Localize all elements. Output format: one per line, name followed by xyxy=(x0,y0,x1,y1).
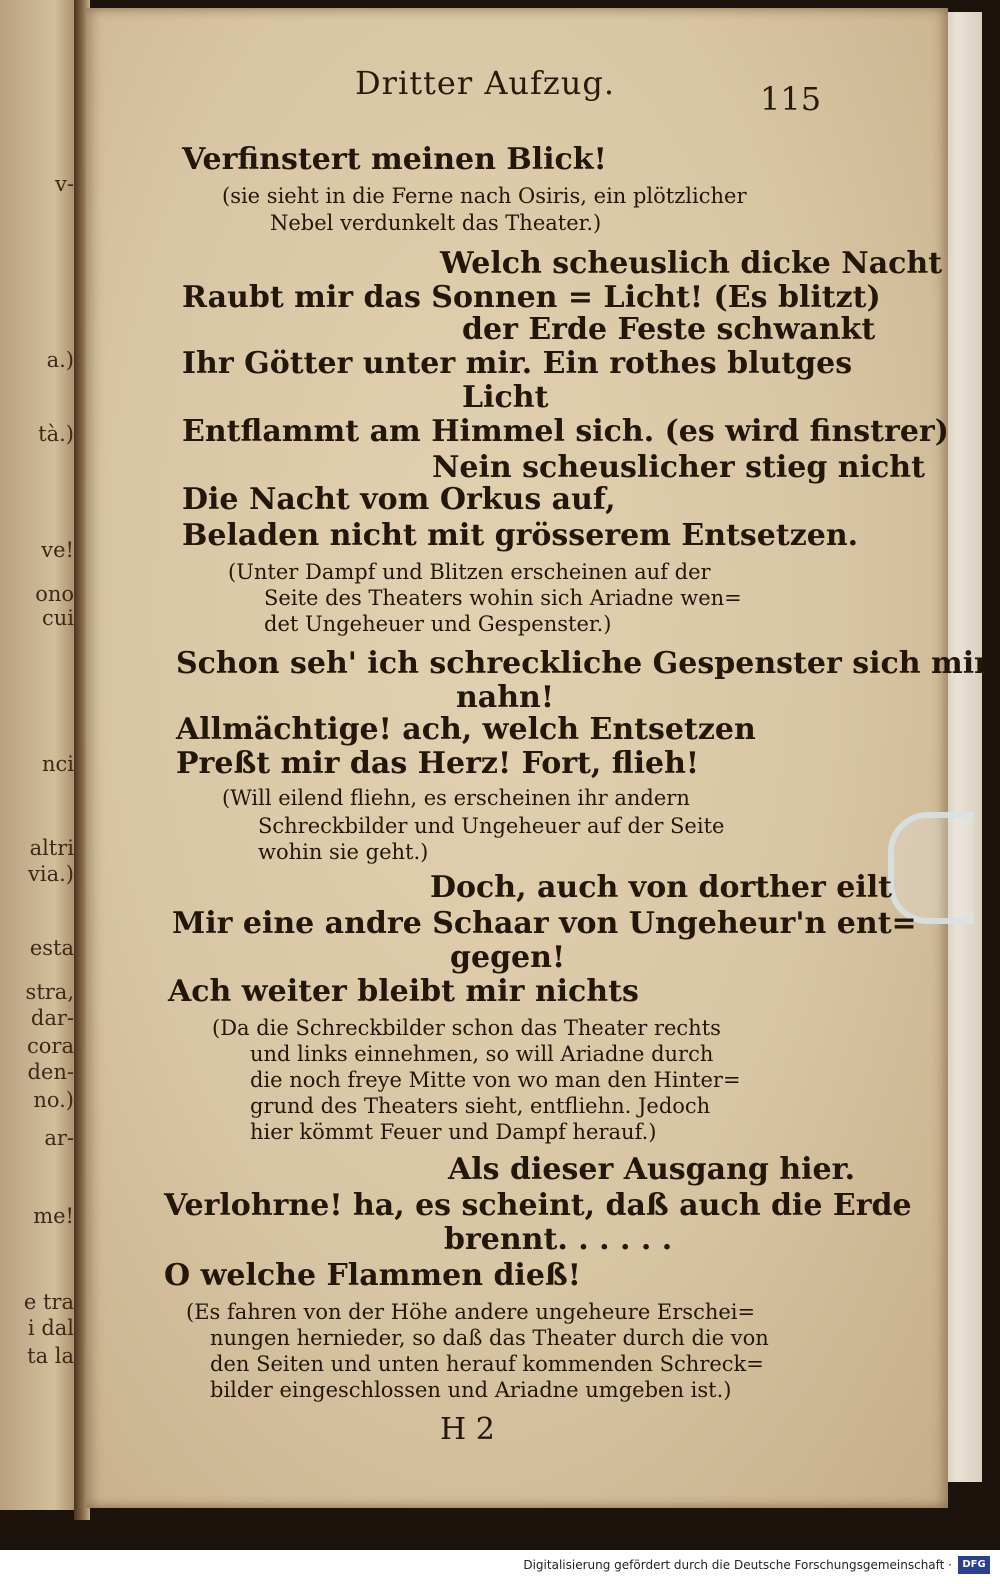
stage-direction-line: (Es fahren von der Höhe andere ungeheure Erschei= xyxy=(186,1300,756,1324)
verse-line: brennt. . . . . . xyxy=(444,1222,673,1257)
stage-direction-line: den Seiten und unten herauf kommenden Schreck= xyxy=(210,1352,764,1376)
verse-line: Welch scheuslich dicke Nacht xyxy=(440,246,943,281)
left-page-text: stra, xyxy=(25,980,74,1004)
page-number: 115 xyxy=(760,80,822,118)
verse-line: Raubt mir das Sonnen = Licht! (Es blitzt) xyxy=(182,280,881,315)
verse-line: Ach weiter bleibt mir nichts xyxy=(168,974,639,1009)
verse-line: Licht xyxy=(462,380,549,415)
stage-direction-line: Seite des Theaters wohin sich Ariadne wen= xyxy=(264,586,742,610)
verse-line: Die Nacht vom Orkus auf, xyxy=(182,482,616,517)
stage-direction-line: grund des Theaters sieht, entfliehn. Jedoch xyxy=(250,1094,711,1118)
left-page-text: a.) xyxy=(46,348,74,372)
stage-direction-line: und links einnehmen, so will Ariadne durch xyxy=(250,1042,714,1066)
stage-direction-line: bilder eingeschlossen und Ariadne umgeben ist.) xyxy=(210,1378,732,1402)
footer-bar xyxy=(0,1550,1000,1584)
verse-line: Entflammt am Himmel sich. (es wird finstrer) xyxy=(182,414,949,449)
verse-line: der Erde Feste schwankt xyxy=(462,312,876,347)
stage-direction-line: nungen hernieder, so daß das Theater durch die von xyxy=(210,1326,769,1350)
left-page-text: i dal xyxy=(27,1316,74,1340)
left-page-text: ono xyxy=(35,582,74,606)
verse-line: Allmächtige! ach, welch Entsetzen xyxy=(176,712,756,747)
stage-direction-line: Nebel verdunkelt das Theater.) xyxy=(270,211,602,235)
stage-direction-line: det Ungeheuer und Gespenster.) xyxy=(264,612,612,636)
stage-direction-line: Schreckbilder und Ungeheuer auf der Seite xyxy=(258,814,725,838)
left-page-text: e tra xyxy=(23,1290,74,1314)
stage-direction-line: (Will eilend fliehn, es erscheinen ihr andern xyxy=(222,786,690,810)
stage-direction-line: (Da die Schreckbilder schon das Theater rechts xyxy=(212,1016,721,1040)
left-page-text: ta la xyxy=(27,1344,74,1368)
verse-line: Ihr Götter unter mir. Ein rothes blutges xyxy=(182,346,853,381)
left-page-text: ve! xyxy=(41,538,74,562)
verse-line: Verlohrne! ha, es scheint, daß auch die Erde xyxy=(164,1188,912,1223)
left-page-fragment xyxy=(0,0,78,1510)
signature-mark: H 2 xyxy=(440,1412,495,1447)
left-page-text: ar- xyxy=(44,1126,74,1150)
verse-line: Schon seh' ich schreckliche Gespenster sich mir xyxy=(176,646,990,681)
verse-line: Mir eine andre Schaar von Ungeheur'n ent= xyxy=(172,906,917,941)
verse-line: nahn! xyxy=(456,680,555,715)
verse-line: Beladen nicht mit grösserem Entsetzen. xyxy=(182,518,859,553)
verse-line: gegen! xyxy=(450,940,566,975)
left-page-text: cora xyxy=(27,1034,74,1058)
stage-direction-line: hier kömmt Feuer und Dampf herauf.) xyxy=(250,1120,657,1144)
footer-credit: Digitalisierung gefördert durch die Deutsche Forschungsgemeinschaft · xyxy=(523,1558,952,1572)
verse-line: O welche Flammen dieß! xyxy=(164,1258,581,1293)
left-page-text: esta xyxy=(29,936,74,960)
stage-direction-line: die noch freye Mitte von wo man den Hinter= xyxy=(250,1068,741,1092)
stage-direction-line: (sie sieht in die Ferne nach Osiris, ein plötzlicher xyxy=(222,184,747,208)
stage-direction-line: wohin sie geht.) xyxy=(258,840,429,864)
left-page-text: v- xyxy=(55,172,74,196)
left-page-text: me! xyxy=(33,1204,74,1228)
running-title: Dritter Aufzug. xyxy=(355,64,615,102)
verse-line: Verfinstert meinen Blick! xyxy=(182,142,607,177)
verse-line: Preßt mir das Herz! Fort, flieh! xyxy=(176,746,700,781)
left-page-text: den- xyxy=(27,1060,74,1084)
left-page-text: via.) xyxy=(28,862,74,886)
dfg-logo: DFG xyxy=(958,1556,990,1574)
left-page-text: altri xyxy=(29,836,74,860)
left-page-text: no.) xyxy=(33,1088,74,1112)
verse-line: Nein scheuslicher stieg nicht xyxy=(432,450,925,485)
verse-line: Doch, auch von dorther eilt xyxy=(430,870,892,905)
stage-direction-line: (Unter Dampf und Blitzen erscheinen auf der xyxy=(228,560,711,584)
left-page-text: dar- xyxy=(30,1006,74,1030)
left-page-text: cui xyxy=(41,606,74,630)
left-page-text: tà.) xyxy=(38,422,74,446)
verse-line: Als dieser Ausgang hier. xyxy=(448,1152,856,1187)
left-page-text: nci xyxy=(41,752,74,776)
